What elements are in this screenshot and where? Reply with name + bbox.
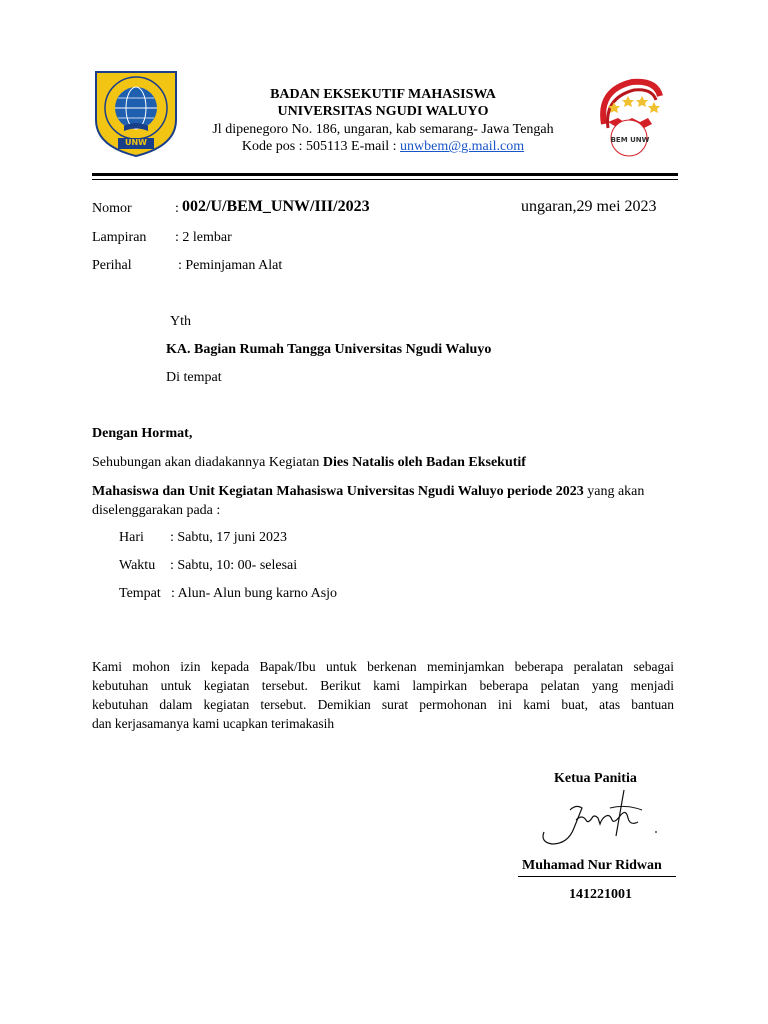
yth-text: Yth [170, 314, 191, 329]
org-address: Jl dipenegoro No. 186, ungaran, kab semarang- Jawa Tengah [212, 122, 554, 137]
signatory-underline [518, 876, 676, 877]
lampiran-label: Lampiran [92, 230, 147, 245]
greeting: Dengan Hormat, [92, 426, 193, 441]
signatory-id: 141221001 [569, 887, 632, 902]
body-line-1 [92, 455, 526, 471]
signature-role: Ketua Panitia [554, 771, 637, 786]
email-link[interactable]: unwbem@g.mail.com [400, 139, 525, 154]
body-line-2 [92, 484, 644, 500]
body-line-2-plain: yang akan [583, 484, 645, 499]
paragraph-line-1: Kami mohon izin kepada Bapak/Ibu untuk berkenan meminjamkan beberapa peralatan sebagai [92, 659, 674, 674]
waktu-label: Waktu [119, 558, 156, 573]
perihal-label: Perihal [92, 258, 132, 273]
org-title: BADAN EKSEKUTIF MAHASISWA [270, 87, 496, 102]
recipient-name: KA. Bagian Rumah Tangga Universitas Ngudi Waluyo [166, 342, 492, 357]
bem-logo-label: BEM UNW [610, 136, 650, 144]
tempat-label: Tempat [119, 586, 161, 601]
waktu-value: : Sabtu, 10: 00- selesai [170, 558, 298, 573]
body-line-2-bold: Mahasiswa dan Unit Kegiatan Mahasiswa Universitas Ngudi Waluyo periode 2023 [92, 484, 584, 499]
university-logo-abbr: UNW [124, 138, 147, 147]
nomor-colon: : [175, 201, 179, 216]
university-name: UNIVERSITAS NGUDI WALUYO [277, 104, 489, 119]
postal-code-text: Kode pos : 505113 E-mail : [241, 139, 401, 154]
header-divider-thin [92, 179, 678, 180]
paragraph-line-2: kebutuhan untuk kegiatan tersebut. Berikut kami lampirkan beberapa pelatan yang menjadi [92, 678, 674, 693]
letter-number: 002/U/BEM_UNW/III/2023 [182, 198, 370, 215]
hari-label: Hari [119, 530, 144, 545]
paragraph-line-4: dan kerjasamanya kami ucapkan terimakasih [92, 716, 335, 731]
di-tempat-text: Di tempat [166, 370, 222, 385]
body-line-1-plain: Sehubungan akan diadakannya Kegiatan [92, 455, 323, 470]
paragraph-line-3: kebutuhan dalam kegiatan tersebut. Demikian surat permohonan ini kami buat, atas bantuan [92, 697, 674, 712]
signatory-name: Muhamad Nur Ridwan [522, 858, 662, 873]
tempat-value: : Alun- Alun bung karno Asjo [171, 586, 338, 601]
perihal-value: : Peminjaman Alat [178, 258, 283, 273]
handwritten-signature [530, 788, 670, 854]
nomor-label: Nomor [92, 201, 132, 216]
hari-value: : Sabtu, 17 juni 2023 [170, 530, 288, 545]
header-divider-thick [92, 173, 678, 176]
org-contact [150, 139, 616, 155]
place-date: ungaran,29 mei 2023 [521, 198, 657, 215]
body-line-1-bold: Dies Natalis oleh Badan Eksekutif [322, 455, 526, 470]
lampiran-value: : 2 lembar [175, 230, 232, 245]
body-line-3: diselenggarakan pada : [92, 503, 221, 518]
